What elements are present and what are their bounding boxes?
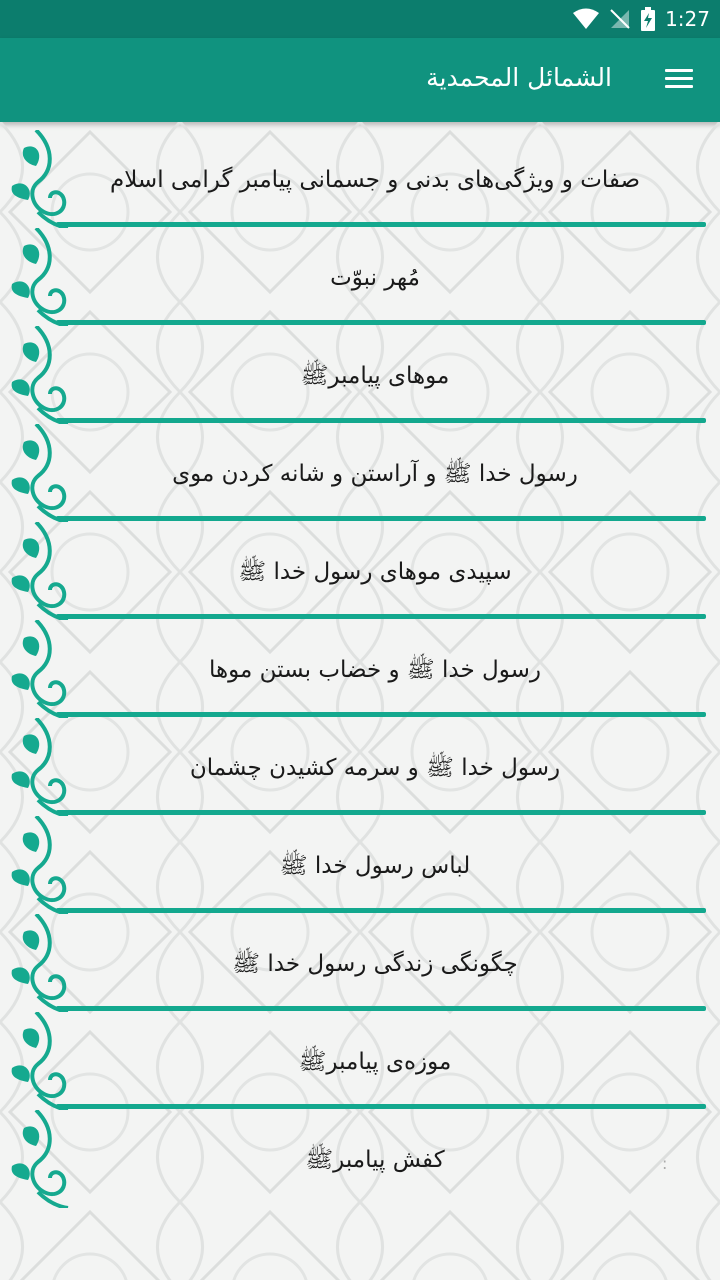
- leaf-ornament-icon: [10, 130, 85, 228]
- leaf-ornament-icon: [10, 1110, 85, 1208]
- leaf-ornament-icon: [10, 816, 85, 914]
- status-time: 1:27: [665, 7, 710, 31]
- list-item-label: رسول خدا ﷺ و سرمه کشیدن چشمان: [189, 755, 561, 781]
- leaf-ornament-icon: [10, 522, 85, 620]
- list-item[interactable]: [0, 816, 720, 914]
- list-item-label: موهای پیامبرﷺ: [300, 363, 450, 389]
- list-item-label: سپیدی موهای رسول خدا ﷺ: [238, 559, 512, 585]
- divider: [56, 222, 706, 227]
- hamburger-menu-icon[interactable]: [662, 64, 696, 96]
- list-item-label: مُهر نبوّت: [330, 265, 420, 291]
- divider: [56, 810, 706, 815]
- list-item[interactable]: [0, 326, 720, 424]
- list-item[interactable]: [0, 130, 720, 228]
- app-bar: [0, 38, 720, 122]
- battery-charging-icon: [641, 7, 655, 31]
- list-item[interactable]: [0, 718, 720, 816]
- topic-list: [0, 130, 720, 1208]
- list-item[interactable]: [0, 1012, 720, 1110]
- list-item-label: رسول خدا ﷺ و آراستن و شانه کردن موی: [172, 461, 578, 487]
- divider: [56, 516, 706, 521]
- leaf-ornament-icon: [10, 1012, 85, 1110]
- list-item[interactable]: [0, 914, 720, 1012]
- scroll-indicator: :: [662, 1154, 668, 1173]
- divider: [56, 712, 706, 717]
- list-item[interactable]: [0, 1110, 720, 1208]
- list-item[interactable]: [0, 424, 720, 522]
- list-item[interactable]: [0, 522, 720, 620]
- list-item-label: صفات و ویژگی‌های بدنی و جسمانی پیامبر گرامی اسلام: [109, 167, 641, 193]
- divider: [56, 1104, 706, 1109]
- divider: [56, 320, 706, 325]
- leaf-ornament-icon: [10, 718, 85, 816]
- page-title: الشمائل المحمدية: [426, 63, 612, 92]
- status-icons: [573, 6, 710, 32]
- list-item-label: رسول خدا ﷺ و خضاب بستن موها: [209, 657, 541, 683]
- leaf-ornament-icon: [10, 424, 85, 522]
- leaf-ornament-icon: [10, 228, 85, 326]
- divider: [56, 418, 706, 423]
- divider: [56, 1006, 706, 1011]
- leaf-ornament-icon: [10, 914, 85, 1012]
- leaf-ornament-icon: [10, 326, 85, 424]
- list-item[interactable]: [0, 228, 720, 326]
- list-item-label: لباس رسول خدا ﷺ: [279, 853, 471, 879]
- no-signal-icon: [609, 8, 631, 30]
- status-bar: [0, 0, 720, 38]
- divider: [56, 908, 706, 913]
- list-item[interactable]: [0, 620, 720, 718]
- wifi-icon: [573, 8, 599, 30]
- list-item-label: کفش پیامبرﷺ: [305, 1147, 445, 1173]
- list-item-label: چگونگی زندگی رسول خدا ﷺ: [232, 951, 518, 977]
- divider: [56, 614, 706, 619]
- leaf-ornament-icon: [10, 620, 85, 718]
- list-item-label: موزه‌ی پیامبرﷺ: [298, 1049, 452, 1075]
